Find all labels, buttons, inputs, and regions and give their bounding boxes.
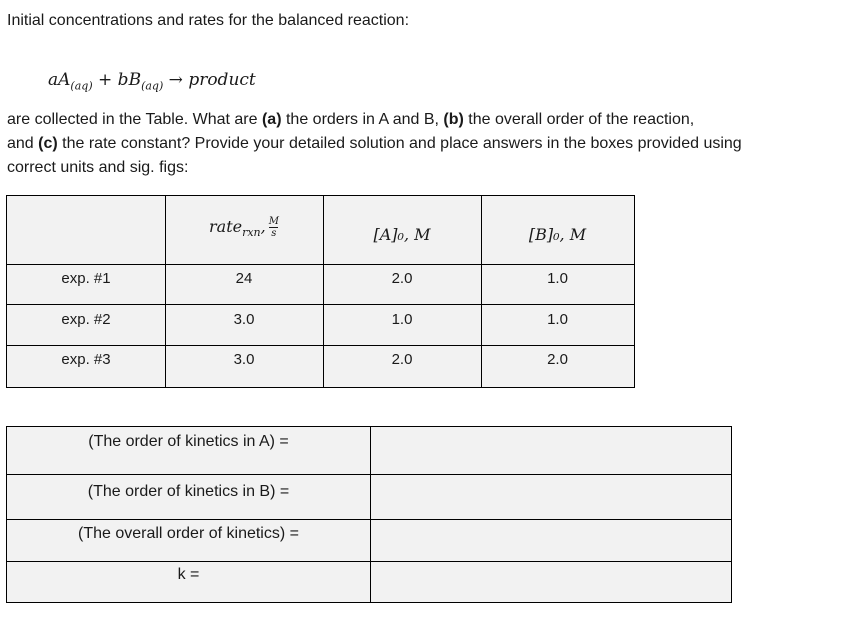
- table-row-3-b: 2.0: [547, 351, 568, 368]
- prompt-line-4: correct units and sig. figs:: [7, 159, 189, 176]
- answer-label-k: k =: [177, 566, 200, 583]
- product-term: product: [188, 70, 256, 90]
- answer-table: [6, 426, 732, 603]
- table-row-3-exp: exp. #3: [61, 351, 111, 368]
- phase-b: (aq): [141, 79, 164, 93]
- table-row-2-exp: exp. #2: [61, 311, 111, 328]
- answer-box-overall-order[interactable]: [371, 520, 731, 561]
- header-conc-b: [B]₀, M: [528, 225, 587, 244]
- data-table: [6, 195, 635, 388]
- answer-label-overall-order: (The overall order of kinetics) =: [78, 525, 299, 542]
- coef-a: a: [48, 70, 59, 90]
- header-conc-a: [A]₀, M: [373, 225, 431, 244]
- coef-b: b: [117, 70, 129, 90]
- table-row-1-exp: exp. #1: [61, 270, 111, 287]
- part-a-label: (a): [261, 111, 282, 128]
- plus-sign: +: [98, 70, 113, 90]
- phase-a: (aq): [70, 79, 93, 93]
- table-row-1-a: 2.0: [391, 270, 413, 287]
- reaction-equation: [48, 68, 256, 98]
- part-c-label: (c): [38, 135, 58, 152]
- species-b: B: [128, 70, 142, 90]
- table-row-2-rate: 3.0: [233, 311, 255, 328]
- part-b-label: (b): [443, 111, 464, 128]
- answer-box-order-a[interactable]: [371, 427, 731, 474]
- reaction-arrow: →: [168, 70, 183, 90]
- table-row-2-b: 1.0: [547, 311, 568, 328]
- header-rate: rate$_{rxn}$, $\frac{M}{s}$: [209, 216, 279, 240]
- table-row-1-b: 1.0: [547, 270, 568, 287]
- prompt-line-2: are collected in the Table. What are (a) the orders in A and B, (b) the overall order of the reaction,: [7, 111, 695, 128]
- table-row-3-a: 2.0: [391, 351, 413, 368]
- table-row-1-rate: 24: [235, 270, 253, 287]
- answer-box-k[interactable]: [371, 562, 731, 602]
- table-row-2-a: 1.0: [391, 311, 413, 328]
- answer-label-order-b: (The order of kinetics in B) =: [87, 483, 290, 500]
- prompt-line-1: Initial concentrations and rates for the balanced reaction:: [7, 12, 410, 29]
- table-row-3-rate: 3.0: [233, 351, 255, 368]
- prompt-line-3: and (c) the rate constant? Provide your detailed solution and place answers in the boxes provided using: [7, 135, 742, 152]
- answer-box-order-b[interactable]: [371, 475, 731, 519]
- answer-label-order-a: (The order of kinetics in A) =: [88, 433, 289, 450]
- species-a: A: [58, 70, 71, 90]
